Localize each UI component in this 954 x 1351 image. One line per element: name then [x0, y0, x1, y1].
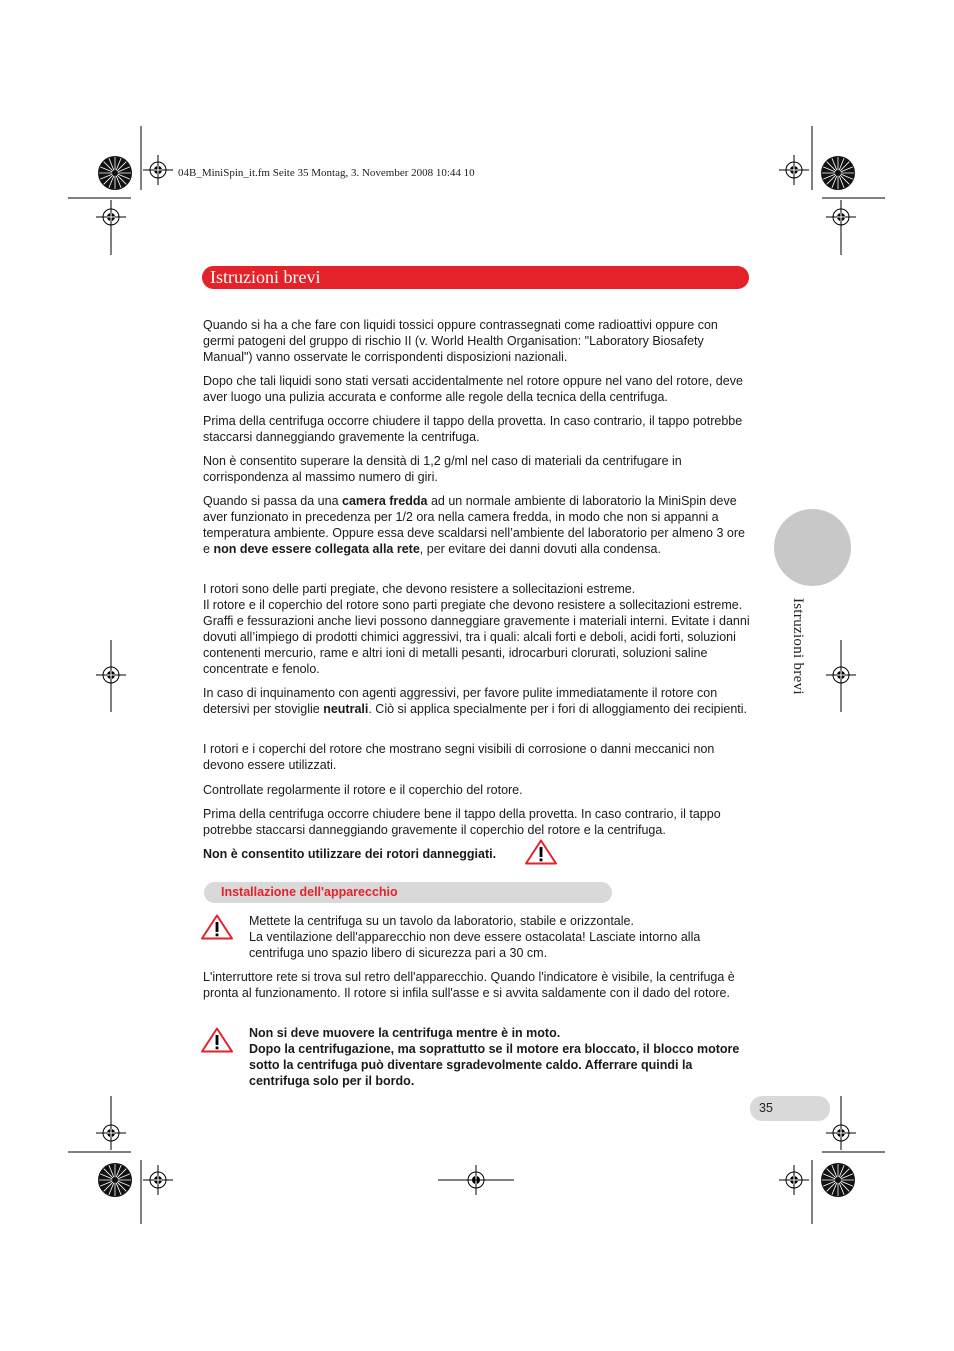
side-tab-circle	[774, 509, 851, 586]
paragraph-contamination	[203, 685, 751, 717]
text-span: ad un normale ambiente di laboratorio la MiniSpin deve aver funzionato in precedenza per 1/2 ora nella camera fredda, in modo che non si appanni a temperatura ambiente. Oppure essa deve scaldarsi nell’ambiente del laboratorio per almeno 3 ore e	[203, 494, 745, 556]
paragraph-close-cap-firmly: Prima della centrifuga occorre chiudere bene il tappo della provetta. In caso contrario, il tappo potrebbe staccarsi danneggiando gravemente il coperchio del rotore e la centrifuga.	[203, 807, 721, 837]
page-number-pill	[750, 1096, 830, 1121]
page-number: 35	[759, 1101, 773, 1115]
paragraph-check-rotor: Controllate regolarmente il rotore e il coperchio del rotore.	[203, 783, 523, 797]
section-title-bar	[202, 266, 749, 289]
paragraph-close-cap: Prima della centrifuga occorre chiudere il tappo della provetta. In caso contrario, il tappo potrebbe staccarsi danneggiando gravemente la centrifuga.	[203, 414, 743, 444]
page-title: Istruzioni brevi	[210, 267, 321, 287]
file-info-header: 04B_MiniSpin_it.fm Seite 35 Montag, 3. November 2008 10:44 10	[178, 167, 475, 179]
text-span: , per evitare dei danni dovuti alla condensa.	[419, 542, 661, 556]
bold-cold-room: camera fredda	[342, 494, 428, 508]
bold-no-mains: non deve essere collegata alla rete	[213, 542, 420, 556]
subsection-title: Installazione dell'apparecchio	[221, 885, 398, 899]
paragraph-placement: Mettete la centrifuga su un tavolo da laboratorio, stabile e orizzontale.	[249, 914, 634, 928]
paragraph-do-not-move: Non si deve muovere la centrifuga mentre è in moto.	[249, 1026, 561, 1040]
warning-icon	[525, 839, 557, 865]
paragraph-density: Non è consentito superare la densità di 1,2 g/ml nel caso di materiali da centrifugare in corrispondenza al massimo numero di giri.	[203, 454, 682, 484]
paragraph-toxic-liquids: Quando si ha a che fare con liquidi tossici oppure contrassegnati come radioattivi oppure con germi patogeni del gruppo di rischio II (v. World Health Organisation: "Laboratory Biosafety Manual") vanno osservate le corrispondenti disposizioni nazionali.	[203, 318, 718, 364]
warning-icon	[201, 1027, 233, 1053]
warning-icon	[201, 914, 233, 940]
paragraph-cold-room	[203, 493, 751, 557]
subsection-bar	[204, 882, 612, 903]
paragraph-corrosion: I rotori e i coperchi del rotore che mostrano segni visibili di corrosione o danni meccanici non devono essere utilizzati.	[203, 742, 715, 772]
paragraph-rotors-valuable: I rotori sono delle parti pregiate, che devono resistere a sollecitazioni estreme.	[203, 582, 636, 596]
paragraph-mains-switch: L'interruttore rete si trova sul retro dell'apparecchio. Quando l'indicatore è visibile, la centrifuga è pronta al funzionamento. Il rotore si infila sull'asse e si avvita saldamente con il dado del rotore.	[203, 970, 735, 1000]
bold-neutral: neutrali	[323, 702, 369, 716]
paragraph-rotor-chemicals: Il rotore e il coperchio del rotore sono parti pregiate che devono resistere a sollecitazioni estreme. Graffi e fessurazioni anche lievi possono danneggiare gravemente i materiali interni. Evitate i danni dovuti all’impiego di prodotti chimici aggressivi, tra i quali: alcali forti e deboli, acidi forti, soluzioni contenenti mercurio, rame e altri ioni di metalli pesanti, idrocarburi clorurati, soluzioni saline concentrate e fenolo.	[203, 598, 750, 676]
paragraph-spill-cleaning: Dopo che tali liquidi sono stati versati accidentalmente nel rotore oppure nel vano del rotore, deve aver luogo una pulizia accurata e conforme alle regole della tecnica della centrifuga.	[203, 374, 743, 404]
side-tab-label: Istruzioni brevi	[790, 598, 806, 695]
text-span: . Ciò si applica specialmente per i fori di alloggiamento dei recipienti.	[368, 702, 748, 716]
text-span: In caso di inquinamento con agenti aggressivi, per favore pulite immediatamente il rotore con detersivi per stoviglie	[203, 686, 718, 716]
text-span: Quando si passa da una	[203, 494, 342, 508]
paragraph-damaged-rotors: Non è consentito utilizzare dei rotori danneggiati.	[203, 847, 497, 861]
paragraph-ventilation: La ventilazione dell'apparecchio non deve essere ostacolata! Lasciate intorno alla centrifuga uno spazio libero di sicurezza pari a 30 cm.	[249, 930, 701, 960]
paragraph-hot-motor: Dopo la centrifugazione, ma soprattutto se il motore era bloccato, il blocco motore sotto la centrifuga può diventare sgradevolmente caldo. Afferrare quindi la centrifuga solo per il bordo.	[249, 1042, 740, 1088]
